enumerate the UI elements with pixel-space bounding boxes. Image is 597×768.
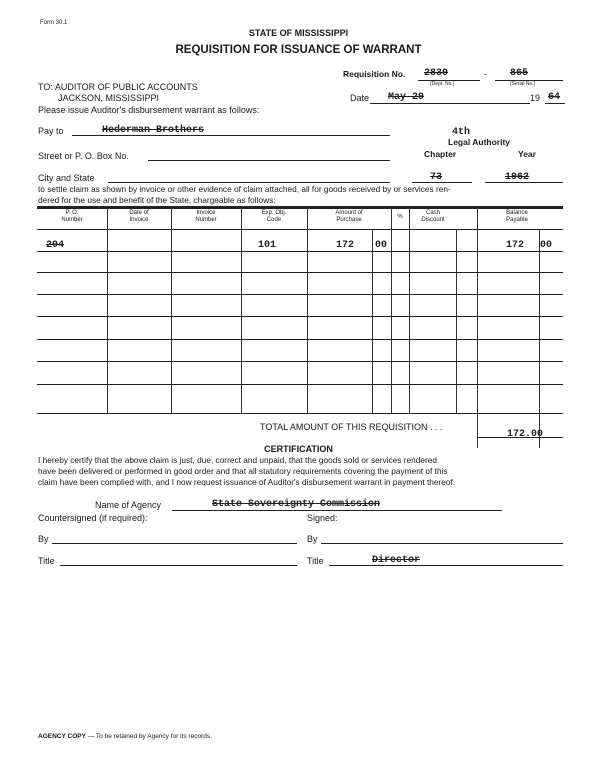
po-number-cell: 204 xyxy=(46,240,65,251)
header-date-of-invoice: Date of Invoice xyxy=(129,210,149,223)
agency-copy-footer: AGENCY COPY — To be retained by Agency for its records. xyxy=(38,733,212,740)
amount-cents-cell: 00 xyxy=(375,240,388,251)
dept-no-value: 2830 xyxy=(424,68,449,79)
countersigned-by-label: By xyxy=(38,534,49,544)
balance-cents-cell: 00 xyxy=(540,240,553,251)
chapter-ordinal-value: 4th xyxy=(452,127,471,138)
agency-value: State Sovereignty Commission xyxy=(212,499,381,510)
city-label: City and State xyxy=(38,173,95,183)
year-label: Year xyxy=(518,149,536,159)
header-po-number: P. O. Number xyxy=(61,210,83,223)
balance-cell: 172 xyxy=(506,240,525,251)
chapter-label: Chapter xyxy=(424,149,457,159)
exp-obj-code-cell: 101 xyxy=(258,240,277,251)
header-exp-obj-code: Exp. Obj. Code xyxy=(261,210,287,223)
pay-to-label: Pay to xyxy=(38,126,64,136)
to-line-2: JACKSON, MISSISSIPPI xyxy=(58,93,160,103)
to-line-1: TO: AUDITOR OF PUBLIC ACCOUNTS xyxy=(38,82,198,92)
countersigned-title-label: Title xyxy=(38,556,55,566)
certification-title: CERTIFICATION xyxy=(264,444,333,454)
chapter-number-value: 73 xyxy=(430,172,443,183)
instruction-text: Please issue Auditor's disbursement warrant as follows: xyxy=(38,105,260,115)
amount-cell: 172 xyxy=(336,240,355,251)
header-percent: % xyxy=(397,214,403,220)
agency-label: Name of Agency xyxy=(95,500,162,510)
title-value: Director xyxy=(372,555,421,566)
certification-text-2: have been delivered or performed in good order and that all statutory requirements covering the payment of this xyxy=(38,466,448,476)
header-balance-payable: Balance Payable xyxy=(506,210,528,223)
serial-no-value: 865 xyxy=(510,68,529,79)
form-title: REQUISITION FOR ISSUANCE OF WARRANT xyxy=(175,44,422,56)
header-cash-discount: Cash Discount xyxy=(421,210,445,223)
serial-no-caption: (Serial No.) xyxy=(510,81,536,87)
street-label: Street or P. O. Box No. xyxy=(38,151,129,161)
signed-label: Signed: xyxy=(307,513,338,523)
total-value: 172.00 xyxy=(507,429,544,440)
date-value: May 29 xyxy=(388,92,425,103)
year-value: 64 xyxy=(548,92,561,103)
total-label: TOTAL AMOUNT OF THIS REQUISITION . . . xyxy=(260,422,443,432)
legal-authority-label: Legal Authority xyxy=(448,137,511,147)
year-prefix: 19 xyxy=(530,93,541,103)
pay-to-value: Hederman Brothers xyxy=(102,125,205,136)
settle-text-1: to settle claim as shown by invoice or other evidence of claim attached, all for goods received by or services ren- xyxy=(38,184,451,194)
state-title: STATE OF MISSISSIPPI xyxy=(248,28,349,38)
requisition-label: Requisition No. xyxy=(343,69,406,79)
dept-no-caption: (Dept. No.) xyxy=(430,81,455,87)
certification-text-3: claim have been complied with, and I now request issuance of Auditor's disbursement warrant in payment thereof. xyxy=(38,477,456,487)
legal-year-value: 1962 xyxy=(505,172,530,183)
settle-text-2: dered for the use and benefit of the State, chargeable as follows: xyxy=(38,195,276,205)
date-label: Date xyxy=(350,93,370,103)
countersigned-label: Countersigned (if required): xyxy=(38,513,148,523)
header-amount-of-purchase: Amount of Purchase xyxy=(335,210,363,223)
requisition-dash: - xyxy=(484,69,487,79)
signed-title-label: Title xyxy=(307,556,324,566)
header-invoice-number: Invoice Number xyxy=(195,210,217,223)
certification-text-1: I hereby certify that the above claim is just, due, correct and unpaid, that the goods sold or services rendered xyxy=(38,455,437,465)
form-number: Form 30.1 xyxy=(40,20,68,26)
signed-by-label: By xyxy=(307,534,318,544)
